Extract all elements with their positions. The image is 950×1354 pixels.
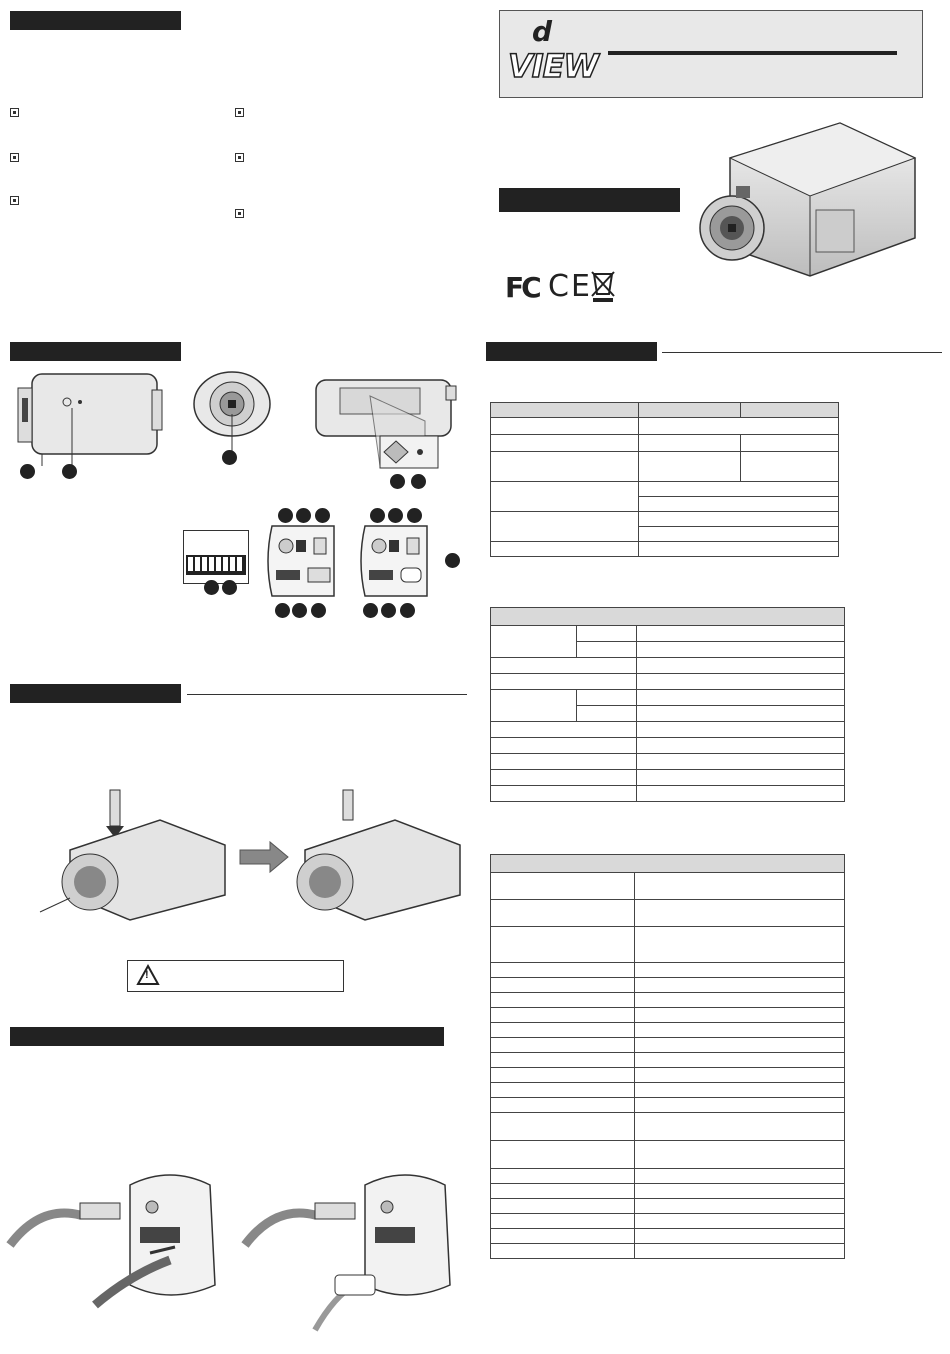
fcc-mark: FC — [505, 271, 539, 304]
camera-top-view-image — [12, 368, 167, 468]
t3-cell — [635, 900, 845, 927]
section-bar-installation — [10, 684, 181, 703]
t2-cell — [577, 642, 637, 658]
t3-cell — [491, 1214, 635, 1229]
t3-cell — [491, 1199, 635, 1214]
callout-8b — [407, 508, 422, 523]
callout-9a — [275, 603, 290, 618]
t2-head — [491, 608, 845, 626]
t1-cell — [491, 435, 639, 452]
callout-10a — [292, 603, 307, 618]
t3-cell — [635, 1008, 845, 1023]
t3-cell — [635, 1229, 845, 1244]
t3-cell — [491, 1023, 635, 1038]
t3-cell — [635, 1169, 845, 1184]
t3-cell — [491, 1229, 635, 1244]
t2-cell — [637, 722, 845, 738]
callout-12 — [400, 603, 415, 618]
t2-cell — [577, 706, 637, 722]
feature-bullet-3 — [10, 196, 19, 205]
section-rule-specs — [662, 352, 942, 353]
callout-2 — [62, 464, 77, 479]
rear-panel-b-image — [355, 520, 435, 602]
section-bar-specs — [486, 342, 657, 361]
callout-4 — [390, 474, 405, 489]
model-title-bar — [499, 188, 680, 212]
callout-3 — [222, 450, 237, 465]
section-bar-parts — [10, 342, 181, 361]
t1-cell — [491, 418, 639, 435]
t3-cell — [491, 1098, 635, 1113]
weee-bin-icon — [590, 268, 616, 302]
t3-cell — [635, 1214, 845, 1229]
camera-hero-image — [690, 118, 920, 278]
t1-cell — [639, 497, 839, 512]
t3-cell — [491, 1083, 635, 1098]
t3-cell — [491, 978, 635, 993]
t3-cell — [635, 1038, 845, 1053]
connection-bnc-24v-image — [245, 1165, 460, 1335]
t1-cell — [491, 512, 639, 542]
install-step-2-image — [295, 790, 465, 920]
t3-cell — [491, 1169, 635, 1184]
logo-rule — [608, 51, 897, 55]
spec-table-1 — [490, 402, 839, 557]
t3-cell — [491, 1141, 635, 1169]
t3-cell — [491, 1113, 635, 1141]
t3-cell — [635, 1141, 845, 1169]
t2-cell — [491, 770, 637, 786]
t3-cell — [635, 1023, 845, 1038]
t3-cell — [491, 1244, 635, 1259]
t2-cell — [637, 786, 845, 802]
t2-cell — [637, 642, 845, 658]
t3-cell — [635, 1068, 845, 1083]
callout-15 — [222, 580, 237, 595]
spec-table-3 — [490, 854, 845, 1259]
t3-cell — [491, 963, 635, 978]
t2-cell — [637, 754, 845, 770]
warning-box — [127, 960, 344, 992]
warning-glyph: ! — [145, 969, 149, 981]
t3-cell — [491, 1068, 635, 1083]
logo-word: VIEW — [508, 47, 598, 85]
t2-cell — [491, 658, 637, 674]
t1-cell — [639, 435, 741, 452]
feature-bullet-6 — [235, 209, 244, 218]
callout-1 — [20, 464, 35, 479]
t2-cell — [491, 626, 577, 658]
spec-table-2 — [490, 607, 845, 802]
t1-cell — [639, 527, 839, 542]
feature-bullet-4 — [235, 108, 244, 117]
t1-cell — [639, 452, 741, 482]
t2-cell — [491, 786, 637, 802]
callout-9b — [363, 603, 378, 618]
terminal-block — [183, 530, 249, 584]
section-bar-intro — [10, 11, 181, 30]
feature-bullet-5 — [235, 153, 244, 162]
t2-cell — [637, 770, 845, 786]
t2-cell — [577, 626, 637, 642]
feature-bullet-1 — [10, 108, 19, 117]
t1-cell — [639, 418, 839, 435]
rear-panel-a-image — [262, 520, 342, 602]
t3-cell — [635, 1113, 845, 1141]
t2-cell — [491, 690, 577, 722]
t2-cell — [491, 738, 637, 754]
t2-cell — [637, 626, 845, 642]
callout-13 — [445, 553, 460, 568]
t3-cell — [635, 963, 845, 978]
t3-head — [491, 855, 845, 873]
t1-cell — [741, 452, 839, 482]
t1-cell — [741, 435, 839, 452]
t2-cell — [637, 658, 845, 674]
callout-7b — [388, 508, 403, 523]
t3-cell — [491, 1038, 635, 1053]
callout-11a — [311, 603, 326, 618]
callout-5 — [411, 474, 426, 489]
t1-head-c1 — [491, 403, 639, 418]
t2-cell — [577, 690, 637, 706]
t3-cell — [491, 900, 635, 927]
t2-cell — [637, 706, 845, 722]
t3-cell — [491, 927, 635, 963]
section-rule-installation — [187, 694, 467, 695]
t3-cell — [635, 1098, 845, 1113]
t2-cell — [491, 674, 637, 690]
t1-cell — [639, 482, 839, 497]
t3-cell — [491, 1184, 635, 1199]
logo-panel — [499, 10, 923, 98]
camera-side-view-image — [300, 366, 460, 486]
t1-cell — [639, 512, 839, 527]
t3-cell — [491, 873, 635, 900]
install-step-1-image — [40, 790, 230, 920]
terminal-pins-image — [186, 537, 246, 579]
callout-14 — [204, 580, 219, 595]
t1-cell — [491, 482, 639, 512]
t2-cell — [637, 674, 845, 690]
logo-letter: d — [532, 15, 553, 48]
t3-cell — [635, 1244, 845, 1259]
t1-cell — [491, 542, 639, 557]
t3-cell — [491, 993, 635, 1008]
callout-6b — [370, 508, 385, 523]
t3-cell — [635, 1184, 845, 1199]
t2-cell — [637, 738, 845, 754]
t1-cell — [639, 542, 839, 557]
t3-cell — [635, 873, 845, 900]
t2-cell — [491, 754, 637, 770]
t1-head-c3 — [741, 403, 839, 418]
t3-cell — [635, 1083, 845, 1098]
t3-cell — [635, 978, 845, 993]
t3-cell — [491, 1053, 635, 1068]
t2-cell — [491, 722, 637, 738]
section-bar-connection — [10, 1027, 444, 1046]
feature-bullet-2 — [10, 153, 19, 162]
t3-cell — [491, 1008, 635, 1023]
t3-cell — [635, 993, 845, 1008]
callout-10b — [381, 603, 396, 618]
t1-head-c2 — [639, 403, 741, 418]
t1-cell — [491, 452, 639, 482]
callout-8a — [315, 508, 330, 523]
ce-mark: CE — [548, 269, 592, 304]
callout-6a — [278, 508, 293, 523]
t3-cell — [635, 927, 845, 963]
t3-cell — [635, 1053, 845, 1068]
t3-cell — [635, 1199, 845, 1214]
t2-cell — [637, 690, 845, 706]
arrow-right-icon — [240, 840, 290, 874]
connection-bnc-12v-image — [10, 1165, 225, 1335]
camera-front-view-image — [190, 366, 275, 462]
callout-7a — [296, 508, 311, 523]
